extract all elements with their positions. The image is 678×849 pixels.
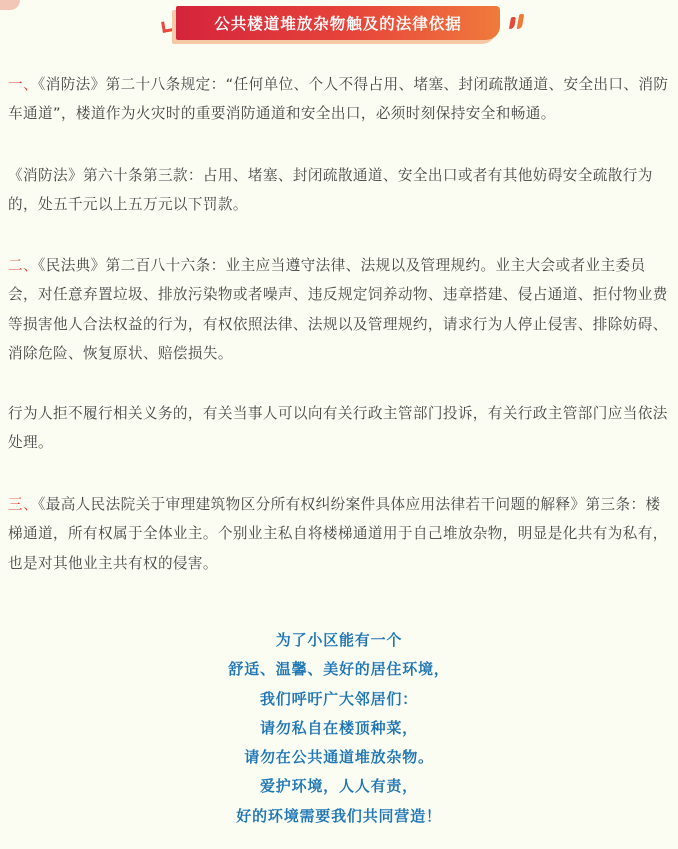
title-banner bbox=[176, 6, 500, 40]
law-paragraph-supreme-court bbox=[8, 490, 674, 578]
slogan-line: 为了小区能有一个 bbox=[275, 631, 403, 649]
section-number: 二、 bbox=[8, 257, 38, 274]
quote-mark-icon bbox=[510, 14, 523, 29]
paragraph-text: 《消防法》第六十条第三款：占用、堵塞、封闭疏散通道、安全出口或者有其他妨碍安全疏散行为的，处五千元以上五万元以下罚款。 bbox=[8, 167, 653, 214]
slogan-line: 我们呼吁广大邻居们： bbox=[259, 689, 418, 708]
slogan-line: 爱护环境，人人有责， bbox=[259, 777, 418, 796]
paragraph-text: 《民法典》第二百八十六条：业主应当遵守法律、法规以及管理规约。业主大会或者业主委员会，对任意弃置垃圾、排放污染物或者噪声、违反规定饲养动物、违章搭建、侵占通道、拒付物业费等损害他人合法权益的行为，有权依照法律、法规以及管理规约，请求行为人停止侵害、排除妨碍、消除危险、恢复原状、赔偿损失。 bbox=[8, 257, 668, 362]
paragraph-text: 《最高人民法院关于审理建筑物区分所有权纠纷案件具体应用法律若干问题的解释》第三条：楼梯通道，所有权属于全体业主。个别业主私自将楼梯通道用于自己堆放杂物，明显是化共有为私有，也是对其他业主共有权的侵害。 bbox=[8, 496, 668, 572]
page-title: 公共楼道堆放杂物触及的法律依据 bbox=[214, 15, 462, 33]
law-paragraph-fire-law-60 bbox=[8, 161, 674, 220]
section-number: 三、 bbox=[8, 496, 38, 513]
slogan-line: 请勿在公共通道堆放杂物。 bbox=[244, 748, 434, 767]
law-paragraph-complaint bbox=[8, 399, 674, 458]
slogan-line: 舒适、温馨、美好的居住环境， bbox=[228, 660, 450, 679]
closing-slogan bbox=[0, 626, 678, 831]
banner-tick-icon bbox=[161, 20, 174, 33]
section-number: 一、 bbox=[8, 76, 38, 93]
law-paragraph-fire-law-28 bbox=[8, 70, 674, 129]
paragraph-text: 《消防法》第二十八条规定：“任何单位、个人不得占用、堵塞、封闭疏散通道、安全出口、消防车通道”，楼道作为火灾时的重要消防通道和安全出口，必须时刻保持安全和畅通。 bbox=[8, 76, 669, 123]
paragraph-text: 行为人拒不履行相关义务的，有关当事人可以向有关行政主管部门投诉，有关行政主管部门应当依法处理。 bbox=[8, 405, 668, 452]
slogan-line: 好的环境需要我们共同营造！ bbox=[236, 806, 442, 825]
law-paragraph-civil-code-286 bbox=[8, 251, 674, 368]
corner-decoration-icon bbox=[0, 0, 20, 10]
slogan-line: 请勿私自在楼顶种菜， bbox=[259, 718, 418, 737]
